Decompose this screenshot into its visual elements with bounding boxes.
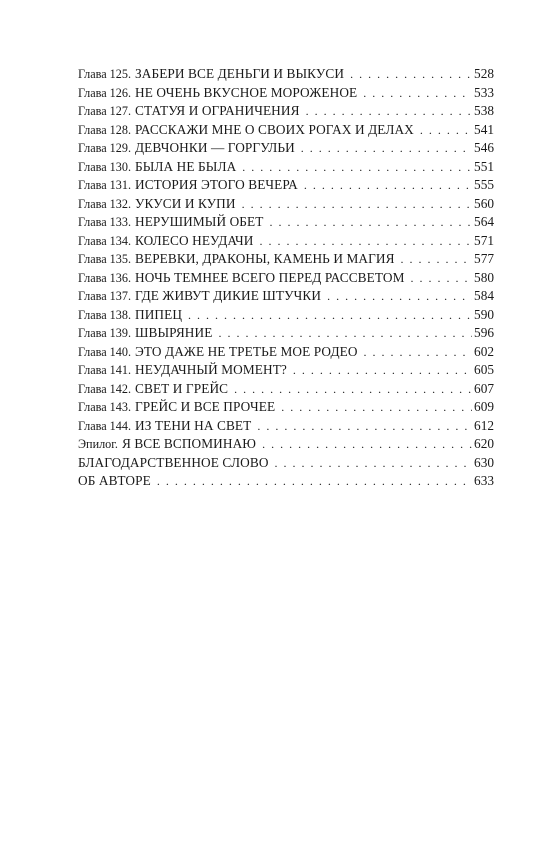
toc-entry-title: СТАТУЯ И ОГРАНИЧЕНИЯ bbox=[135, 103, 300, 118]
toc-entry-title: УКУСИ И КУПИ bbox=[135, 195, 236, 211]
toc-entry-title: ИСТОРИЯ ЭТОГО ВЕЧЕРА bbox=[135, 177, 298, 192]
toc-entry-page-number: 546 bbox=[474, 140, 494, 155]
toc-entry-title: БЛАГОДАРСТВЕННОЕ СЛОВО bbox=[78, 454, 269, 470]
toc-entry bbox=[78, 324, 494, 343]
toc-entry-title: ЭТО ДАЖЕ НЕ ТРЕТЬЕ МОЕ РОДЕО bbox=[135, 343, 358, 359]
toc-entry-prefix: Глава 143. bbox=[78, 400, 131, 414]
toc-entry-leader-dots bbox=[256, 435, 472, 454]
toc-entry-prefix: Глава 141. bbox=[78, 363, 131, 377]
toc-entry-leader-dots bbox=[358, 343, 472, 362]
toc-entry-leader-dots bbox=[212, 324, 472, 343]
toc-entry-prefix: Глава 127. bbox=[78, 104, 131, 118]
toc-entry-page-number: 602 bbox=[474, 343, 494, 359]
toc-entry-page-number: 571 bbox=[474, 232, 494, 248]
toc-entry bbox=[78, 417, 494, 436]
toc-entry-page-number: 620 bbox=[474, 436, 494, 451]
toc-entry-page-number: 605 bbox=[474, 362, 494, 377]
toc-entry-prefix: Глава 144. bbox=[78, 418, 131, 433]
toc-entry bbox=[78, 472, 494, 491]
toc-entry-page-number: 633 bbox=[474, 473, 494, 488]
toc-entry bbox=[78, 454, 494, 473]
toc-entry-prefix: Глава 136. bbox=[78, 270, 131, 285]
toc-entry-title: СВЕТ И ГРЕЙС bbox=[135, 380, 229, 396]
toc-entry bbox=[78, 102, 494, 121]
toc-entry bbox=[78, 232, 494, 251]
toc-entry-title: ШВЫРЯНИЕ bbox=[135, 325, 213, 340]
toc-entry-title: НОЧЬ ТЕМНЕЕ ВСЕГО ПЕРЕД РАССВЕТОМ bbox=[135, 269, 405, 285]
toc-entry-leader-dots bbox=[269, 454, 472, 473]
toc-entry bbox=[78, 176, 494, 195]
toc-entry-page-number: 612 bbox=[474, 417, 494, 433]
toc-entry-leader-dots bbox=[236, 158, 472, 177]
toc-entry-prefix: Глава 126. bbox=[78, 85, 131, 100]
toc-entry-page-number: 584 bbox=[474, 288, 494, 303]
toc-entry-page-number: 560 bbox=[474, 195, 494, 211]
toc-entry bbox=[78, 269, 494, 288]
table-of-contents bbox=[78, 65, 494, 491]
toc-entry-page-number: 630 bbox=[474, 454, 494, 470]
toc-entry-prefix: Глава 129. bbox=[78, 141, 131, 155]
toc-entry bbox=[78, 213, 494, 232]
toc-entry-leader-dots bbox=[236, 195, 472, 214]
toc-entry-page-number: 609 bbox=[474, 399, 494, 414]
toc-entry-title: КОЛЕСО НЕУДАЧИ bbox=[135, 232, 254, 248]
toc-entry-prefix: Глава 139. bbox=[78, 326, 131, 340]
toc-entry-prefix: Глава 128. bbox=[78, 122, 131, 137]
toc-entry-page-number: 541 bbox=[474, 121, 494, 137]
toc-entry-prefix: Глава 138. bbox=[78, 307, 131, 322]
toc-entry bbox=[78, 250, 494, 269]
toc-entry bbox=[78, 287, 494, 306]
toc-entry-title: РАССКАЖИ МНЕ О СВОИХ РОГАХ И ДЕЛАХ bbox=[135, 121, 414, 137]
toc-entry bbox=[78, 158, 494, 177]
toc-entry-page-number: 590 bbox=[474, 306, 494, 322]
toc-entry-leader-dots bbox=[228, 380, 472, 399]
toc-entry-leader-dots bbox=[275, 398, 472, 417]
toc-entry-page-number: 533 bbox=[474, 84, 494, 100]
toc-entry-page-number: 577 bbox=[474, 251, 494, 266]
toc-entry-page-number: 580 bbox=[474, 269, 494, 285]
toc-entry bbox=[78, 139, 494, 158]
toc-entry-leader-dots bbox=[300, 102, 472, 121]
toc-entry bbox=[78, 306, 494, 325]
toc-entry-page-number: 528 bbox=[474, 66, 494, 81]
toc-entry-page-number: 596 bbox=[474, 325, 494, 340]
toc-entry bbox=[78, 380, 494, 399]
toc-entry-title: ИЗ ТЕНИ НА СВЕТ bbox=[135, 417, 252, 433]
toc-entry-prefix: Глава 137. bbox=[78, 289, 131, 303]
toc-entry bbox=[78, 65, 494, 84]
toc-entry-prefix: Глава 140. bbox=[78, 344, 131, 359]
toc-entry-page-number: 538 bbox=[474, 103, 494, 118]
toc-entry-leader-dots bbox=[182, 306, 472, 325]
toc-entry-page-number: 555 bbox=[474, 177, 494, 192]
toc-entry-title: НЕРУШИМЫЙ ОБЕТ bbox=[135, 214, 264, 229]
toc-entry-title: ЗАБЕРИ ВСЕ ДЕНЬГИ И ВЫКУСИ bbox=[135, 66, 345, 81]
toc-entry bbox=[78, 435, 494, 454]
toc-entry-leader-dots bbox=[321, 287, 472, 306]
toc-entry-title: ВЕРЕВКИ, ДРАКОНЫ, КАМЕНЬ И МАГИЯ bbox=[135, 251, 395, 266]
toc-entry-leader-dots bbox=[251, 417, 472, 436]
toc-entry-leader-dots bbox=[344, 65, 472, 84]
toc-entry-prefix: Глава 134. bbox=[78, 233, 131, 248]
toc-entry-leader-dots bbox=[395, 250, 472, 269]
toc-entry-prefix: Глава 132. bbox=[78, 196, 131, 211]
toc-entry-page-number: 551 bbox=[474, 158, 494, 174]
toc-entry bbox=[78, 84, 494, 103]
toc-entry-title: НЕУДАЧНЫЙ МОМЕНТ? bbox=[135, 362, 287, 377]
toc-entry-leader-dots bbox=[298, 176, 472, 195]
toc-entry-prefix: Глава 131. bbox=[78, 178, 131, 192]
toc-entry bbox=[78, 361, 494, 380]
toc-entry-title: ПИПЕЦ bbox=[135, 306, 183, 322]
toc-entry-prefix: Глава 133. bbox=[78, 215, 131, 229]
toc-entry-leader-dots bbox=[414, 121, 472, 140]
toc-entry-page-number: 564 bbox=[474, 214, 494, 229]
toc-entry-leader-dots bbox=[405, 269, 472, 288]
toc-entry-prefix: Глава 142. bbox=[78, 381, 131, 396]
toc-entry-title: ОБ АВТОРЕ bbox=[78, 473, 151, 488]
toc-entry bbox=[78, 195, 494, 214]
toc-entry-title: ГДЕ ЖИВУТ ДИКИЕ ШТУЧКИ bbox=[135, 288, 322, 303]
toc-entry-title: БЫЛА НЕ БЫЛА bbox=[135, 158, 237, 174]
toc-entry bbox=[78, 121, 494, 140]
toc-entry-leader-dots bbox=[287, 361, 472, 380]
toc-entry-prefix: Глава 130. bbox=[78, 159, 131, 174]
toc-entry-page-number: 607 bbox=[474, 380, 494, 396]
toc-entry-leader-dots bbox=[295, 139, 472, 158]
toc-entry-leader-dots bbox=[151, 472, 472, 491]
toc-entry-leader-dots bbox=[357, 84, 472, 103]
toc-entry bbox=[78, 398, 494, 417]
toc-entry-title: ДЕВЧОНКИ — ГОРГУЛЬИ bbox=[135, 140, 295, 155]
toc-entry-prefix: Эпилог. bbox=[78, 437, 118, 451]
toc-entry-title: НЕ ОЧЕНЬ ВКУСНОЕ МОРОЖЕНОЕ bbox=[135, 84, 358, 100]
toc-entry-title: Я ВСЕ ВСПОМИНАЮ bbox=[121, 436, 257, 451]
toc-entry-leader-dots bbox=[254, 232, 472, 251]
toc-entry bbox=[78, 343, 494, 362]
toc-entry-prefix: Глава 135. bbox=[78, 252, 131, 266]
toc-entry-title: ГРЕЙС И ВСЕ ПРОЧЕЕ bbox=[135, 399, 276, 414]
toc-entry-prefix: Глава 125. bbox=[78, 67, 131, 81]
toc-entry-leader-dots bbox=[263, 213, 472, 232]
